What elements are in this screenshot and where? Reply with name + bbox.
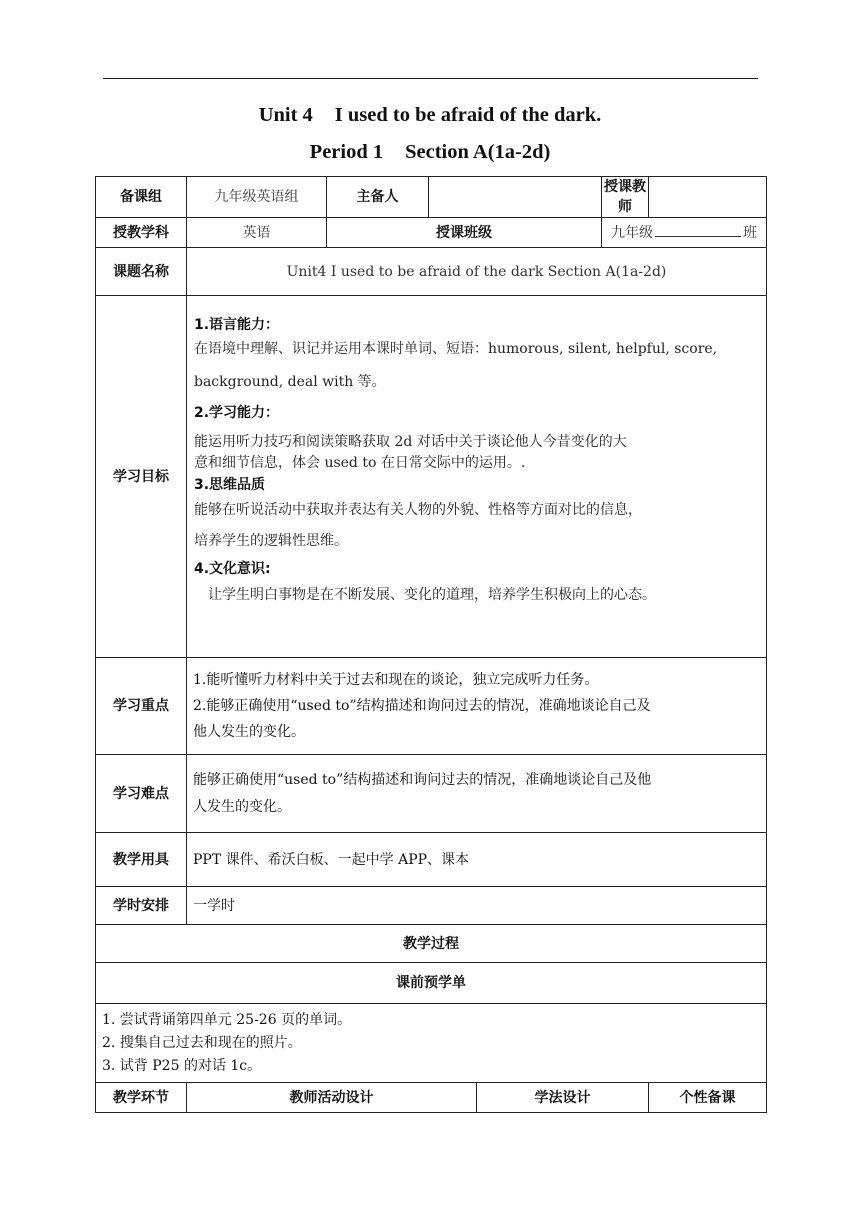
difficulties-content (187, 755, 767, 833)
tools-value: PPT 课件、希沃白板、一起中学 APP、课本 (187, 833, 767, 887)
tools-label: 教学用具 (96, 833, 187, 887)
class-value: 九年级 班 (602, 218, 767, 248)
group-label: 备课组 (96, 177, 187, 218)
goal-text-1b: background, deal with 等。 (194, 374, 386, 390)
difficulties-label: 学习难点 (96, 755, 187, 833)
topic-row (96, 248, 767, 296)
goal-heading-3: 3.思维品质 (194, 477, 266, 493)
tools-row (96, 833, 767, 887)
difficulties-row (96, 755, 767, 833)
key-point-2: 2.能够正确使用“used to”结构描述和询问过去的情况，准确地谈论自己及 (193, 698, 651, 714)
key-points-label: 学习重点 (96, 658, 187, 755)
col-stage: 教学环节 (96, 1083, 187, 1113)
preview-title-row (96, 963, 767, 1004)
preview-item-2: 2. 搜集自己过去和现在的照片。 (102, 1034, 302, 1051)
schedule-value: 一学时 (187, 887, 767, 925)
topic-value: Unit4 I used to be afraid of the dark Section A(1a-2d) (187, 248, 767, 296)
topic-label: 课题名称 (96, 248, 187, 296)
teacher-value (649, 177, 767, 218)
preview-item-1: 1. 尝试背诵第四单元 25-26 页的单词。 (102, 1011, 352, 1028)
preview-item-3: 3. 试背 P25 的对话 1c。 (102, 1057, 262, 1074)
preparer-value (429, 177, 602, 218)
key-point-3: 他人发生的变化。 (193, 724, 305, 740)
group-value: 九年级英语组 (187, 177, 327, 218)
preview-items-row (96, 1004, 767, 1083)
goal-heading-1: 1.语言能力： (194, 317, 280, 333)
process-row (96, 925, 767, 963)
info-row-1 (96, 177, 767, 218)
unit-title: Unit 4 I used to be afraid of the dark. (258, 104, 602, 126)
goal-text-1a: 在语境中理解、识记并运用本课时单词、短语：humorous, silent, helpful, score, (194, 341, 718, 357)
subject-value: 英语 (187, 218, 327, 248)
key-points-content (187, 658, 767, 755)
header-rule (103, 78, 758, 79)
goal-heading-4: 4.文化意识: (194, 561, 271, 577)
goal-text-3b: 培养学生的逻辑性思维。 (194, 533, 348, 549)
difficulty-line-1: 能够正确使用“used to”结构描述和询问过去的情况，准确地谈论自己及他 (193, 771, 652, 788)
lesson-plan-table (95, 176, 767, 1113)
goals-row (96, 296, 767, 658)
difficulty-line-2: 人发生的变化。 (193, 798, 291, 815)
goal-text-4: 让学生明白事物是在不断发展、变化的道理，培养学生积极向上的心态。 (208, 587, 656, 603)
subject-label: 授教学科 (96, 218, 187, 248)
goal-text-2b: 意和细节信息，体会 used to 在日常交际中的运用。. (194, 455, 526, 471)
goals-label: 学习目标 (96, 296, 187, 658)
col-learning-method: 学法设计 (477, 1083, 649, 1113)
goal-heading-2: 2.学习能力： (194, 405, 280, 421)
goals-content (187, 296, 767, 658)
preparer-label: 主备人 (327, 177, 429, 218)
schedule-label: 学时安排 (96, 887, 187, 925)
teacher-label: 授课教师 (602, 177, 649, 218)
preview-items (96, 1004, 767, 1083)
schedule-row (96, 887, 767, 925)
col-teacher-activity: 教师活动设计 (187, 1083, 477, 1113)
goal-text-2a: 能运用听力技巧和阅读策略获取 2d 对话中关于谈论他人今昔变化的大 (194, 434, 627, 450)
key-points-row (96, 658, 767, 755)
info-row-2 (96, 218, 767, 248)
col-personal-notes: 个性备课 (649, 1083, 767, 1113)
process-title: 教学过程 (96, 925, 767, 963)
preview-title: 课前预学单 (96, 963, 767, 1004)
goal-text-3a: 能够在听说活动中获取并表达有关人物的外貌、性格等方面对比的信息， (194, 502, 642, 518)
period-title: Period 1 Section A(1a-2d) (309, 141, 551, 163)
column-header-row (96, 1083, 767, 1113)
key-point-1: 1.能听懂听力材料中关于过去和现在的谈论，独立完成听力任务。 (193, 672, 599, 688)
class-label: 授课班级 (327, 218, 602, 248)
